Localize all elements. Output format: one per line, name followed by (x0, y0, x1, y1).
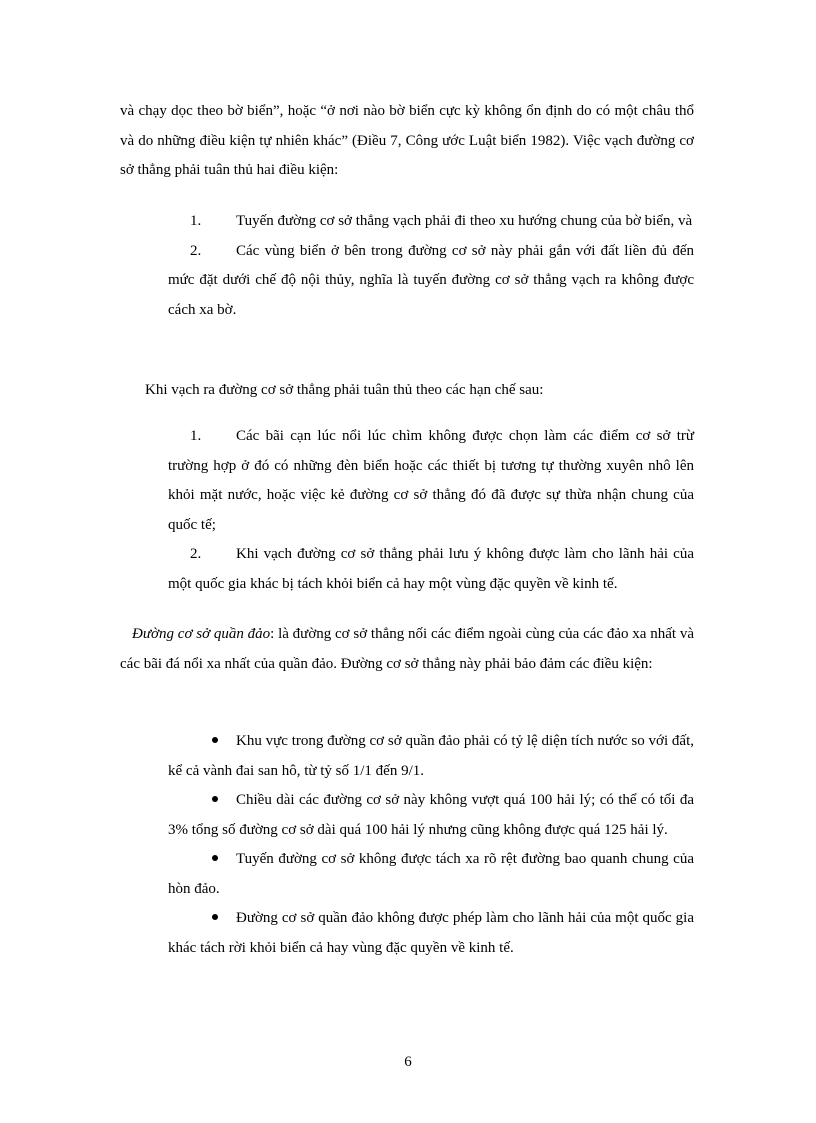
list-item (168, 786, 694, 845)
bullet-icon (190, 845, 236, 875)
list-item-text: Tuyến đường cơ sở không được tách xa rõ rệt đường bao quanh chung của hòn đảo. (168, 851, 694, 897)
page-number: 6 (404, 1054, 412, 1070)
list-item-number: 2. (190, 546, 202, 562)
archipelago-term: Đường cơ sở quần đảo (132, 626, 271, 642)
conditions-list (168, 207, 694, 325)
restrictions-list (168, 422, 694, 599)
list-item-text: Tuyến đường cơ sở thẳng vạch phải đi theo xu hướng chung của bờ biển, và (236, 213, 693, 229)
list-item (168, 845, 694, 904)
list-item (168, 237, 694, 326)
archipelago-paragraph-text: : là đường cơ sở thẳng nối các điểm ngoài cùng của các đảo xa nhất và các bãi đá nổi xa nhất của quần đảo. Đường cơ sở thẳng này phải bảo đảm các điều kiện: (120, 626, 694, 672)
archipelago-paragraph (120, 620, 694, 679)
restrictions-intro-text: Khi vạch ra đường cơ sở thẳng phải tuân thủ theo các hạn chế sau: (145, 382, 544, 398)
list-item-text: Chiều dài các đường cơ sở này không vượt quá 100 hải lý; có thể có tối đa 3% tổng số đường cơ sở dài quá 100 hải lý nhưng cũng không được quá 125 hải lý. (168, 792, 694, 838)
list-item (168, 540, 694, 599)
list-item-text: Đường cơ sở quần đảo không được phép làm cho lãnh hải của một quốc gia khác tách rời khỏi biển cả hay vùng đặc quyền về kinh tế. (168, 910, 694, 956)
list-item (168, 207, 694, 237)
list-item (168, 904, 694, 963)
list-item-text: Các vùng biển ở bên trong đường cơ sở này phải gắn với đất liền đủ đến mức đặt dưới chế độ nội thủy, nghĩa là tuyến đường cơ sở thẳng vạch ra không được cách xa bờ. (168, 242, 694, 318)
bullet-icon (190, 727, 236, 757)
list-item-text: Các bãi cạn lúc nổi lúc chìm không được chọn làm các điểm cơ sở trừ trường hợp ở đó có những đèn biển hoặc các thiết bị tương tự thường xuyên nhô lên khỏi mặt nước, hoặc việc kẻ đường cơ sở thẳng đó đã được sự thừa nhận chung của quốc tế; (168, 428, 694, 533)
bullet-icon (190, 786, 236, 816)
list-item-number: 1. (190, 213, 202, 229)
restrictions-intro (145, 376, 694, 406)
list-item-number: 1. (190, 428, 202, 444)
intro-paragraph-text: và chạy dọc theo bờ biển”, hoặc “ở nơi nào bờ biển cực kỳ không ổn định do có một châu thổ và do những điều kiện tự nhiên khác” (Điều 7, Công ước Luật biển 1982). Việc vạch đường cơ sở thẳng phải tuân thủ hai điều kiện: (120, 103, 694, 178)
list-item-text: Khu vực trong đường cơ sở quần đảo phải có tỷ lệ diện tích nước so với đất, kể cả vành đai san hô, từ tỷ số 1/1 đến 9/1. (168, 733, 694, 779)
list-item (168, 727, 694, 786)
list-item (168, 422, 694, 540)
list-item-number: 2. (190, 242, 202, 259)
intro-paragraph (120, 97, 694, 186)
bullet-icon (190, 904, 236, 934)
archipelago-conditions-list (168, 727, 694, 963)
list-item-text: Khi vạch đường cơ sở thẳng phải lưu ý không được làm cho lãnh hải của một quốc gia khác bị tách khỏi biển cả hay một vùng đặc quyền về kinh tế. (168, 546, 694, 592)
